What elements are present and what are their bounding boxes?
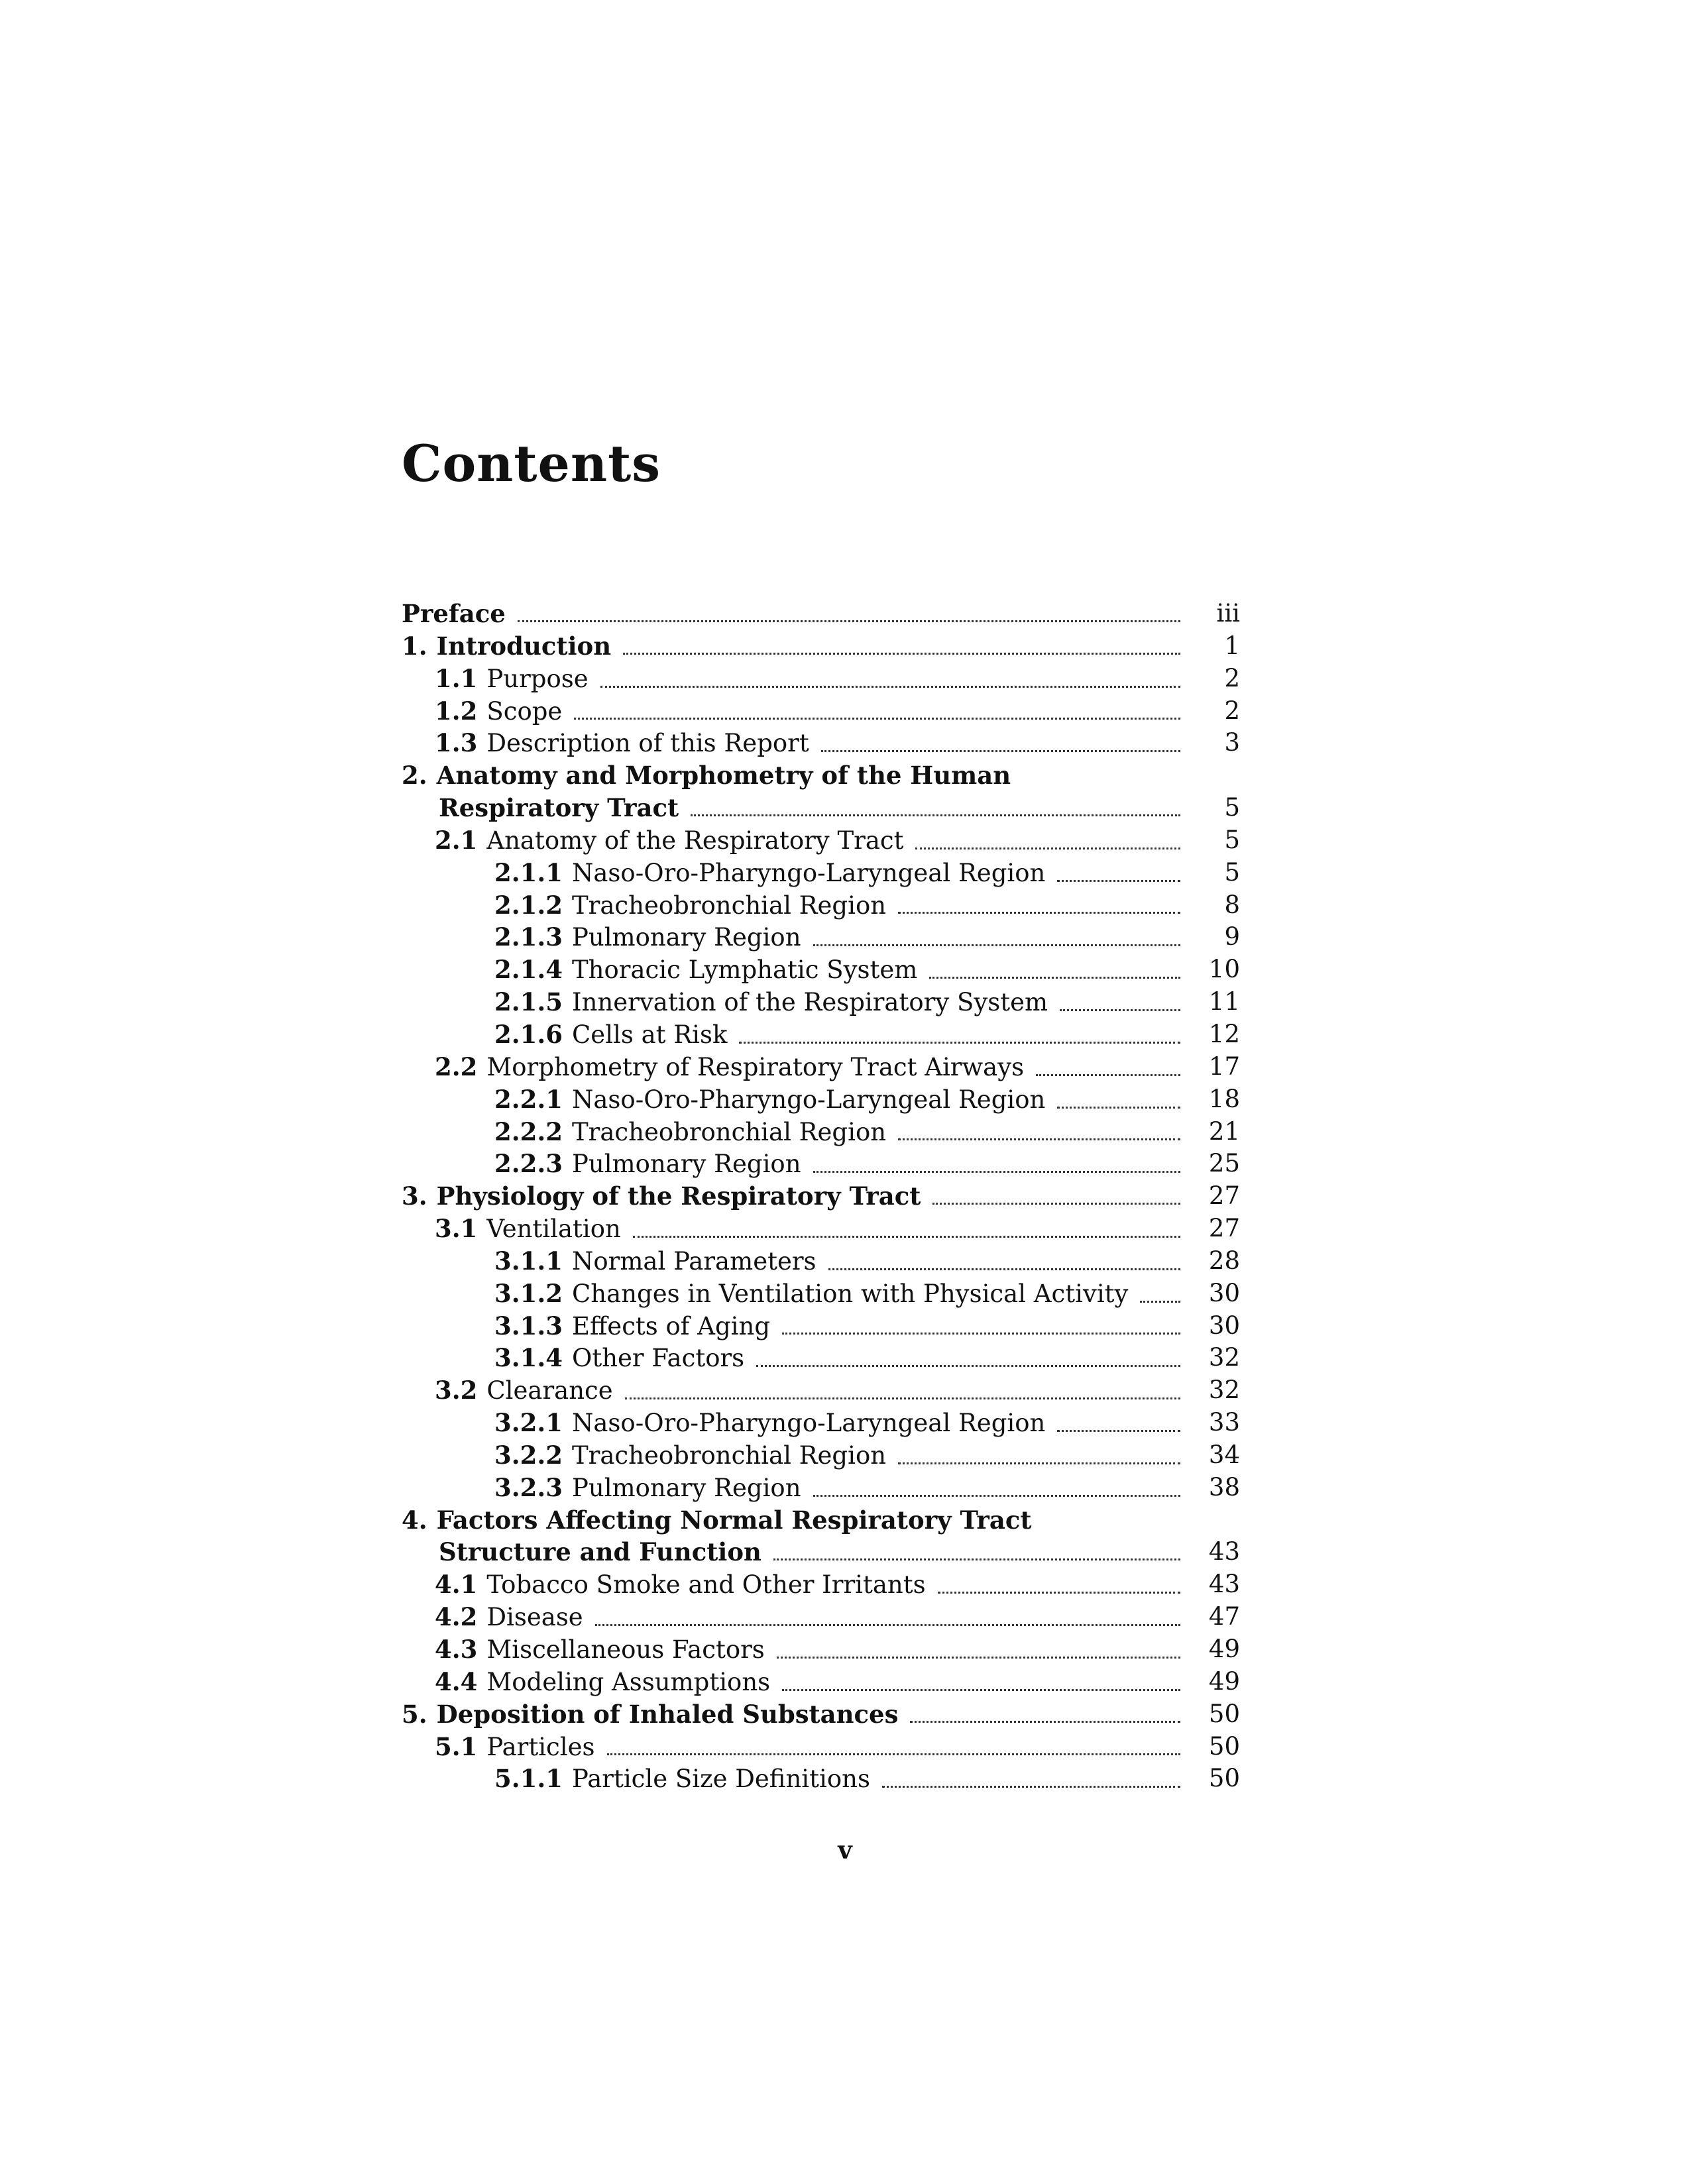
toc-entry-page: 11 <box>1208 987 1240 1016</box>
dot-leader <box>607 1753 1181 1755</box>
toc-entry[interactable] <box>402 1666 1240 1698</box>
toc-entry-number: 2.2.3 <box>494 1149 563 1179</box>
toc-entry-page: 50 <box>1208 1699 1240 1728</box>
dot-leader <box>633 1236 1180 1238</box>
toc-entry-page: 27 <box>1208 1214 1240 1243</box>
toc-entry-title <box>435 1374 1180 1407</box>
toc-entry[interactable] <box>402 695 1240 728</box>
toc-entry-title <box>435 1666 1180 1699</box>
toc-entry-number: 3.1.1 <box>494 1246 563 1276</box>
toc-entry-text: Disease <box>486 1603 583 1632</box>
toc-entry-page: 47 <box>1208 1602 1240 1631</box>
dot-leader <box>623 653 1180 655</box>
toc-entry-number: 3.1.4 <box>494 1343 563 1373</box>
toc-entry-title <box>435 1731 1180 1764</box>
toc-entry-page: 9 <box>1224 922 1240 952</box>
toc-entry-number: 3. <box>402 1181 427 1211</box>
toc-entry-page: 5 <box>1224 825 1240 854</box>
toc-entry-title <box>402 1698 1180 1731</box>
toc-entry-page: 17 <box>1208 1052 1240 1081</box>
toc-entry-title <box>435 824 1180 857</box>
toc-entry-page: 8 <box>1224 890 1240 919</box>
toc-entry-number: 4.3 <box>435 1635 478 1664</box>
dot-leader <box>782 1689 1180 1691</box>
toc-entry-title <box>435 1051 1180 1084</box>
toc-entry[interactable] <box>402 1278 1240 1310</box>
dot-leader <box>739 1042 1180 1044</box>
dot-leader <box>777 1657 1180 1659</box>
toc-entry[interactable] <box>402 1633 1240 1666</box>
toc-entry-page: 25 <box>1208 1149 1240 1178</box>
toc-entry[interactable] <box>402 1504 1240 1537</box>
toc-entry-page: 18 <box>1208 1084 1240 1113</box>
toc-entry[interactable] <box>402 1051 1240 1083</box>
toc-entry-page: 43 <box>1208 1570 1240 1599</box>
toc-entry-text: Naso-Oro-Pharyngo-Laryngeal Region <box>572 858 1046 887</box>
toc-entry[interactable] <box>402 921 1240 954</box>
toc-entry-page: 27 <box>1208 1181 1240 1211</box>
toc-entry-page: 3 <box>1224 728 1240 757</box>
toc-entry-page: 32 <box>1208 1343 1240 1372</box>
toc-entry-title <box>494 1407 1180 1440</box>
toc-entry-text: Other Factors <box>572 1344 745 1373</box>
page-title: Contents <box>402 434 661 493</box>
toc-entry-title <box>494 1310 1180 1343</box>
toc-entry-title <box>494 954 1180 987</box>
toc-entry[interactable] <box>402 1374 1240 1407</box>
toc-entry-number: 5.1 <box>435 1731 478 1761</box>
toc-entry-title <box>494 1018 1180 1052</box>
toc-entry-title <box>494 1116 1180 1149</box>
toc-entry[interactable] <box>402 598 1240 630</box>
toc-entry-text: Pulmonary Region <box>572 1473 801 1502</box>
toc-entry-title <box>494 986 1180 1019</box>
toc-entry-title <box>494 857 1180 890</box>
toc-entry-title <box>494 1278 1180 1311</box>
toc-entry-number: 1.3 <box>435 728 478 758</box>
toc-entry-text: Anatomy of the Respiratory Tract <box>486 826 904 855</box>
toc-entry-number: 4.4 <box>435 1666 478 1696</box>
toc-entry-title <box>435 727 1180 760</box>
toc-entry[interactable] <box>402 1180 1240 1213</box>
toc-entry-text: Structure and Function <box>439 1537 761 1567</box>
dot-leader <box>898 1462 1180 1464</box>
dot-leader <box>898 912 1180 914</box>
toc-entry[interactable] <box>402 986 1240 1018</box>
dot-leader <box>828 1268 1180 1270</box>
toc-entry-title <box>494 1245 1180 1278</box>
page-number: v <box>838 1835 852 1865</box>
toc-entry[interactable] <box>402 1568 1240 1601</box>
toc-entry[interactable] <box>402 630 1240 663</box>
toc-entry-text: Ventilation <box>486 1215 621 1244</box>
dot-leader <box>574 718 1180 720</box>
toc-entry[interactable] <box>402 1245 1240 1278</box>
toc-entry-page: 49 <box>1208 1666 1240 1696</box>
toc-entry[interactable] <box>402 1472 1240 1504</box>
toc-entry-title <box>494 1439 1180 1472</box>
toc-entry[interactable] <box>402 954 1240 986</box>
dot-leader <box>1057 1107 1180 1109</box>
toc-entry-title <box>435 1633 1180 1666</box>
dot-leader <box>691 814 1180 816</box>
toc-entry[interactable] <box>402 1407 1240 1439</box>
toc-entry-page: 34 <box>1208 1440 1240 1469</box>
toc-entry-title <box>435 1213 1180 1246</box>
toc-entry-text: Factors Affecting Normal Respiratory Tract <box>436 1505 1032 1535</box>
toc-entry-page: 1 <box>1224 631 1240 660</box>
dot-leader <box>1140 1301 1180 1303</box>
dot-leader <box>1057 1430 1180 1432</box>
toc-entry[interactable] <box>402 1536 1240 1568</box>
toc-entry-text: Effects of Aging <box>572 1311 771 1340</box>
toc-entry-number: 2.1.1 <box>494 857 563 887</box>
toc-entry-text: Thoracic Lymphatic System <box>572 956 918 985</box>
dot-leader <box>929 977 1180 979</box>
toc-entry-number: 1.2 <box>435 696 478 726</box>
toc-entry-page: 50 <box>1208 1731 1240 1761</box>
toc-entry[interactable] <box>402 857 1240 889</box>
toc-entry-number: 3.2.1 <box>494 1408 563 1438</box>
toc-entry-number: 2.1.5 <box>494 987 563 1017</box>
toc-entry-title <box>494 889 1180 922</box>
toc-entry-number: 2.1.3 <box>494 922 563 952</box>
toc-entry[interactable] <box>402 1698 1240 1731</box>
toc-entry-text: Modeling Assumptions <box>486 1667 771 1696</box>
toc-entry-text: Cells at Risk <box>572 1020 728 1049</box>
toc-entry-text: Changes in Ventilation with Physical Activity <box>572 1279 1129 1308</box>
toc-entry-title <box>435 663 1180 696</box>
toc-entry-page: 43 <box>1208 1537 1240 1566</box>
toc-entry-text: Clearance <box>486 1376 613 1405</box>
toc-entry[interactable] <box>402 1310 1240 1342</box>
toc-entry-text: Innervation of the Respiratory System <box>572 988 1048 1017</box>
toc-entry-text: Particle Size Definitions <box>572 1765 870 1794</box>
toc-entry-text: Tracheobronchial Region <box>572 1441 887 1470</box>
toc-entry-title <box>402 598 1180 630</box>
toc-entry-page: 38 <box>1208 1472 1240 1502</box>
toc-entry[interactable] <box>402 1148 1240 1180</box>
dot-leader <box>773 1558 1180 1560</box>
dot-leader <box>910 1721 1180 1723</box>
dot-leader <box>938 1592 1180 1594</box>
toc-entry-text: Pulmonary Region <box>572 923 801 952</box>
toc-entry[interactable] <box>402 727 1240 759</box>
dot-leader <box>813 1171 1180 1173</box>
toc-entry-number: 1.1 <box>435 663 478 693</box>
toc-entry-text: Naso-Oro-Pharyngo-Laryngeal Region <box>572 1085 1046 1114</box>
toc-entry-text: Respiratory Tract <box>439 793 679 823</box>
toc-entry-text: Morphometry of Respiratory Tract Airways <box>486 1052 1025 1081</box>
toc-entry-text: Physiology of the Respiratory Tract <box>436 1181 921 1211</box>
toc-entry-page: 50 <box>1208 1764 1240 1793</box>
toc-entry-number: 4.2 <box>435 1602 478 1632</box>
toc-entry-text: Tobacco Smoke and Other Irritants <box>486 1570 926 1600</box>
toc-entry-page: 30 <box>1208 1278 1240 1307</box>
toc-entry-page: 5 <box>1224 793 1240 822</box>
dot-leader <box>915 847 1180 849</box>
toc-entry-title <box>402 759 1180 792</box>
table-of-contents <box>402 598 1240 1795</box>
toc-entry-page: 5 <box>1224 857 1240 887</box>
toc-entry-number: 2.2 <box>435 1052 478 1081</box>
toc-entry[interactable] <box>402 1731 1240 1763</box>
toc-entry-title <box>402 1504 1180 1537</box>
toc-entry-number: 3.1.3 <box>494 1311 563 1340</box>
dot-leader <box>1036 1074 1180 1076</box>
toc-entry-text: Introduction <box>436 631 612 661</box>
toc-entry-number: 3.1.2 <box>494 1278 563 1308</box>
toc-entry-page: 49 <box>1208 1635 1240 1663</box>
toc-entry[interactable] <box>402 1601 1240 1633</box>
toc-entry-text: Miscellaneous Factors <box>486 1635 765 1664</box>
toc-entry-number: 2.1.4 <box>494 955 563 985</box>
toc-entry-text: Tracheobronchial Region <box>572 1117 887 1146</box>
dot-leader <box>756 1365 1180 1367</box>
toc-entry-title <box>494 1342 1180 1375</box>
toc-entry[interactable] <box>402 792 1240 824</box>
dot-leader <box>813 944 1180 946</box>
toc-entry[interactable] <box>402 1083 1240 1116</box>
toc-entry-page: 12 <box>1208 1019 1240 1048</box>
toc-entry-number: 5.1.1 <box>494 1764 563 1794</box>
dot-leader <box>625 1397 1180 1399</box>
toc-entry-number: 2. <box>402 761 427 791</box>
dot-leader <box>518 620 1180 622</box>
toc-entry-number: 2.1 <box>435 825 478 855</box>
toc-entry-title <box>435 695 1180 728</box>
toc-entry-number: 3.2.3 <box>494 1472 563 1502</box>
toc-entry-number: 2.1.6 <box>494 1019 563 1049</box>
toc-entry-page: 32 <box>1208 1376 1240 1405</box>
toc-entry-page: 21 <box>1208 1117 1240 1146</box>
toc-entry-page: iii <box>1216 599 1240 628</box>
toc-entry-title <box>402 630 1180 663</box>
dot-leader <box>821 750 1180 752</box>
toc-entry-text: Preface <box>402 599 506 628</box>
dot-leader <box>898 1138 1180 1140</box>
toc-entry-page: 28 <box>1208 1246 1240 1275</box>
toc-entry-text: Purpose <box>486 664 589 693</box>
toc-entry-page: 33 <box>1208 1408 1240 1437</box>
toc-entry-title <box>435 1568 1180 1602</box>
toc-entry-text: Normal Parameters <box>572 1246 817 1276</box>
toc-entry-number: 3.2.2 <box>494 1440 563 1470</box>
toc-entry-title <box>494 1763 1180 1796</box>
toc-entry[interactable] <box>402 1213 1240 1245</box>
toc-entry-page: 30 <box>1208 1311 1240 1340</box>
toc-entry-text: Description of this Report <box>486 729 809 758</box>
toc-entry-page: 2 <box>1224 696 1240 725</box>
toc-entry-number: 3.2 <box>435 1376 478 1405</box>
toc-entry-title <box>494 921 1180 954</box>
toc-entry-title <box>439 1536 1180 1568</box>
toc-entry-text: Naso-Oro-Pharyngo-Laryngeal Region <box>572 1409 1046 1438</box>
toc-entry[interactable] <box>402 1116 1240 1148</box>
toc-entry[interactable] <box>402 1018 1240 1051</box>
toc-entry-number: 3.1 <box>435 1214 478 1244</box>
toc-entry-number: 2.2.1 <box>494 1084 563 1114</box>
dot-leader <box>813 1495 1180 1497</box>
toc-entry-title <box>439 792 1180 824</box>
toc-entry-text: Pulmonary Region <box>572 1150 801 1179</box>
toc-entry-number: 1. <box>402 631 427 661</box>
toc-entry-text: Scope <box>486 696 563 726</box>
dot-leader <box>782 1333 1180 1335</box>
toc-entry-text: Anatomy and Morphometry of the Human <box>436 761 1011 791</box>
toc-entry-title <box>494 1148 1180 1181</box>
dot-leader <box>595 1624 1180 1626</box>
toc-entry-number: 2.2.2 <box>494 1117 563 1146</box>
toc-entry-number: 2.1.2 <box>494 890 563 920</box>
toc-entry-page: 10 <box>1208 955 1240 984</box>
toc-entry-text: Tracheobronchial Region <box>572 891 887 920</box>
toc-entry-page: 2 <box>1224 663 1240 692</box>
dot-leader <box>1060 1009 1180 1011</box>
toc-entry[interactable] <box>402 824 1240 857</box>
toc-entry[interactable] <box>402 759 1240 792</box>
toc-entry-title <box>494 1083 1180 1117</box>
toc-entry-number: 5. <box>402 1699 427 1729</box>
toc-entry-title <box>435 1601 1180 1634</box>
toc-entry-title <box>402 1180 1180 1213</box>
toc-entry[interactable] <box>402 663 1240 695</box>
dot-leader <box>932 1203 1180 1205</box>
dot-leader <box>600 686 1180 688</box>
toc-entry-text: Particles <box>486 1732 595 1761</box>
dot-leader <box>882 1786 1180 1788</box>
toc-entry[interactable] <box>402 889 1240 922</box>
toc-entry[interactable] <box>402 1439 1240 1472</box>
toc-entry[interactable] <box>402 1763 1240 1795</box>
toc-entry[interactable] <box>402 1342 1240 1374</box>
toc-entry-number: 4. <box>402 1505 427 1535</box>
toc-entry-title <box>494 1472 1180 1505</box>
toc-entry-number: 4.1 <box>435 1570 478 1600</box>
toc-entry-text: Deposition of Inhaled Substances <box>436 1699 899 1729</box>
dot-leader <box>1057 880 1180 882</box>
